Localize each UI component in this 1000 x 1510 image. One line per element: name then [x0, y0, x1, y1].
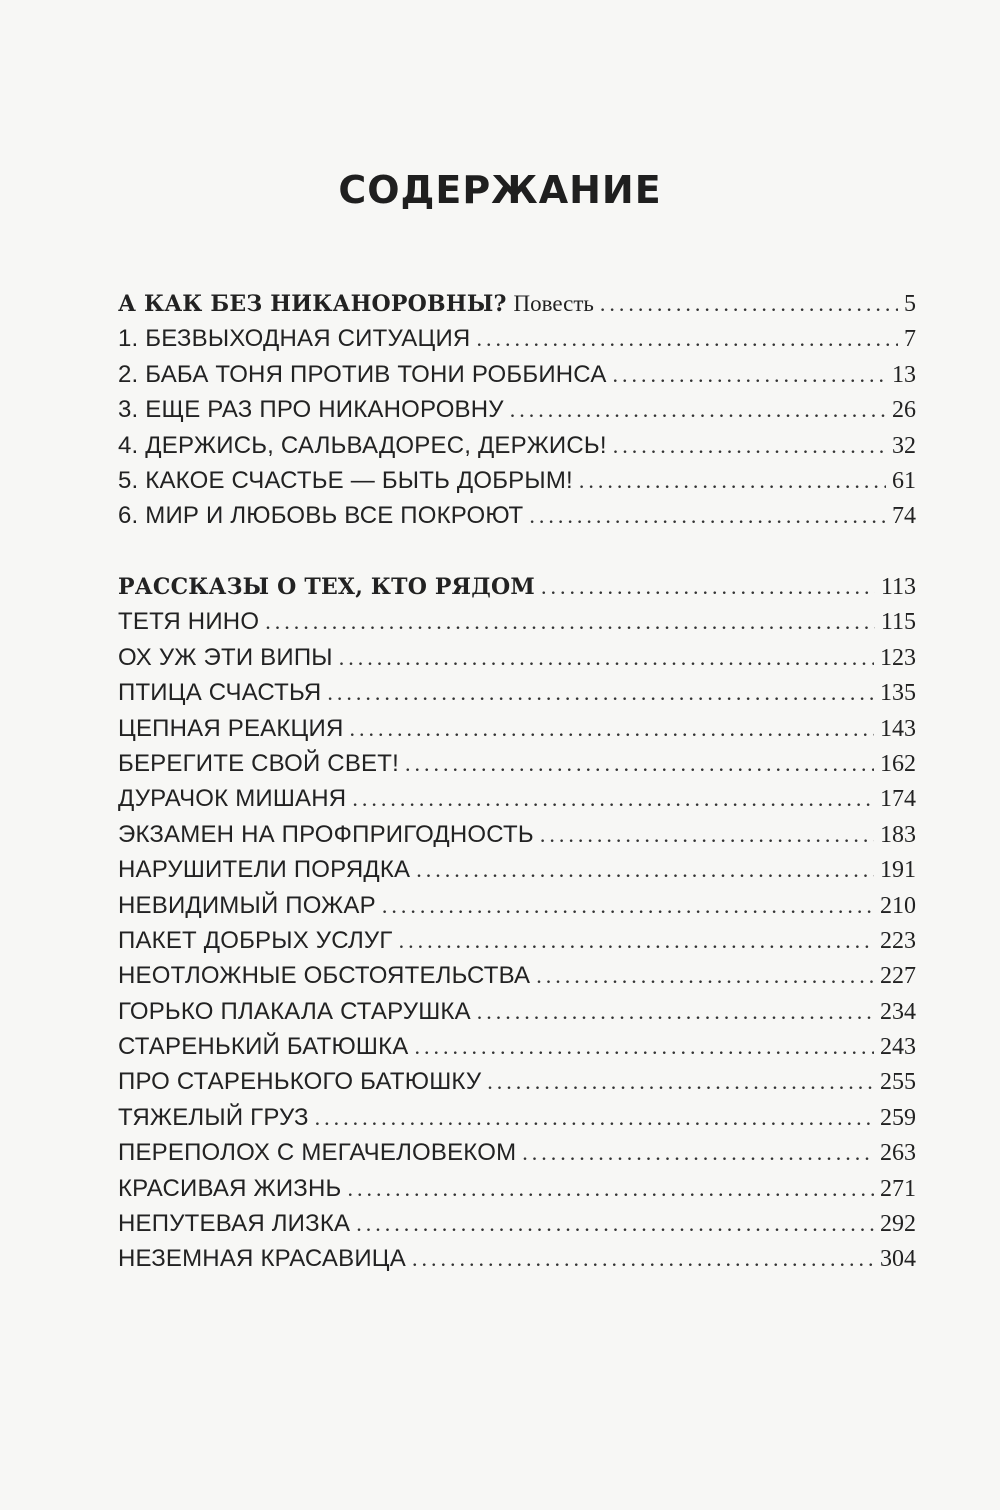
dot-leader — [476, 321, 898, 356]
toc-entry-label: 2. БАБА ТОНЯ ПРОТИВ ТОНИ РОББИНСА — [118, 360, 607, 388]
toc-entry-label: НЕЗЕМНАЯ КРАСАВИЦА — [118, 1245, 406, 1273]
toc-section-heading[interactable] — [118, 286, 916, 321]
toc-entry[interactable] — [118, 1241, 916, 1276]
dot-leader — [265, 604, 875, 639]
dot-leader — [339, 640, 874, 675]
toc-page-number: 234 — [880, 998, 916, 1025]
toc-entry[interactable] — [118, 1135, 916, 1170]
dot-leader — [600, 286, 898, 321]
dot-leader — [541, 569, 875, 604]
dot-leader — [382, 888, 874, 923]
toc-page-number: 135 — [880, 680, 916, 707]
toc-entry[interactable] — [118, 604, 916, 639]
toc-entry[interactable] — [118, 428, 916, 463]
dot-leader — [356, 1206, 874, 1241]
toc-entry[interactable] — [118, 852, 916, 887]
toc-entry[interactable] — [118, 1171, 916, 1206]
toc-page-number: 263 — [880, 1140, 916, 1167]
dot-leader — [529, 498, 886, 533]
toc-entry-label: ГОРЬКО ПЛАКАЛА СТАРУШКА — [118, 997, 471, 1025]
toc-page-number: 113 — [880, 574, 916, 600]
toc-entry-label: ПТИЦА СЧАСТЬЯ — [118, 679, 322, 707]
toc-entry[interactable] — [118, 1100, 916, 1135]
dot-leader — [350, 711, 875, 746]
toc-entry[interactable] — [118, 357, 916, 392]
toc-entry-label: КРАСИВАЯ ЖИЗНЬ — [118, 1174, 342, 1202]
dot-leader — [412, 1241, 874, 1276]
toc-page-number: 191 — [880, 857, 916, 884]
dot-leader — [315, 1100, 874, 1135]
toc-entry-label: 4. ДЕРЖИСЬ, САЛЬВАДОРЕС, ДЕРЖИСЬ! — [118, 431, 607, 459]
toc-entry-label: ОХ УЖ ЭТИ ВИПЫ — [118, 643, 333, 671]
dot-leader — [352, 781, 874, 816]
toc-entry[interactable] — [118, 781, 916, 816]
toc-entry-label: 6. МИР И ЛЮБОВЬ ВСЕ ПОКРОЮТ — [118, 502, 524, 530]
toc-entry-label: НАРУШИТЕЛИ ПОРЯДКА — [118, 856, 411, 884]
toc-entry[interactable] — [118, 817, 916, 852]
toc-page-number: 123 — [880, 644, 916, 671]
toc-entry-label: ЭКЗАМЕН НА ПРОФПРИГОДНОСТЬ — [118, 820, 534, 848]
toc-page-number: 259 — [880, 1104, 916, 1131]
toc-entry[interactable] — [118, 321, 916, 356]
toc-page-number: 74 — [892, 503, 916, 530]
toc-entry[interactable] — [118, 1206, 916, 1241]
toc-entry-label: 1. БЕЗВЫХОДНАЯ СИТУАЦИЯ — [118, 325, 471, 353]
dot-leader — [540, 817, 874, 852]
toc-entry-label: НЕВИДИМЫЙ ПОЖАР — [118, 891, 376, 919]
dot-leader — [613, 428, 886, 463]
toc-entry[interactable] — [118, 746, 916, 781]
toc-page-number: 292 — [880, 1211, 916, 1238]
toc-entry-label: 3. ЕЩЕ РАЗ ПРО НИКАНОРОВНУ — [118, 396, 504, 424]
toc-entry[interactable] — [118, 994, 916, 1029]
toc-page-number: 143 — [880, 715, 916, 742]
dot-leader — [487, 1064, 874, 1099]
toc-entry[interactable] — [118, 711, 916, 746]
toc-page-number: 271 — [880, 1175, 916, 1202]
dot-leader — [416, 852, 874, 887]
toc-section-stories — [118, 569, 916, 1277]
toc-page-number: 210 — [880, 892, 916, 919]
toc-entry[interactable] — [118, 1029, 916, 1064]
toc-entry[interactable] — [118, 923, 916, 958]
dot-leader — [415, 1029, 875, 1064]
toc-page-number: 223 — [880, 927, 916, 954]
toc-page-number: 174 — [880, 786, 916, 813]
toc-entry[interactable] — [118, 888, 916, 923]
toc-section-novella — [118, 286, 916, 534]
toc-page-number: 243 — [880, 1034, 916, 1061]
toc-page-number: 115 — [880, 609, 916, 636]
dot-leader — [405, 746, 874, 781]
toc-page-number: 183 — [880, 821, 916, 848]
toc-entry-label: ЦЕПНАЯ РЕАКЦИЯ — [118, 714, 344, 742]
toc-entry-label: ПАКЕТ ДОБРЫХ УСЛУГ — [118, 926, 393, 954]
toc-page-number: 255 — [880, 1069, 916, 1096]
toc-page-number: 227 — [880, 963, 916, 990]
toc-entry[interactable] — [118, 1064, 916, 1099]
toc-entry-label: СТАРЕНЬКИЙ БАТЮШКА — [118, 1033, 409, 1061]
dot-leader — [510, 392, 886, 427]
toc-entry-label: НЕПУТЕВАЯ ЛИЗКА — [118, 1210, 351, 1238]
toc-section-heading[interactable] — [118, 569, 916, 604]
dot-leader — [536, 958, 874, 993]
dot-leader — [477, 994, 874, 1029]
toc-heading-subtitle: Повесть — [513, 291, 594, 316]
toc-page-number: 162 — [880, 750, 916, 777]
toc-page-number: 13 — [892, 361, 916, 388]
dot-leader — [613, 357, 886, 392]
dot-leader — [399, 923, 874, 958]
toc-entry[interactable] — [118, 640, 916, 675]
toc-entry-label: БЕРЕГИТЕ СВОЙ СВЕТ! — [118, 749, 399, 777]
toc-page-number: 304 — [880, 1246, 916, 1273]
dot-leader — [522, 1135, 874, 1170]
toc-entry[interactable] — [118, 498, 916, 533]
toc-entry[interactable] — [118, 392, 916, 427]
page-title: СОДЕРЖАНИЕ — [338, 168, 662, 212]
toc-entry-label: ТЕТЯ НИНО — [118, 608, 260, 636]
toc-entry-label: ТЯЖЕЛЫЙ ГРУЗ — [118, 1103, 309, 1131]
toc-entry-label: ДУРАЧОК МИШАНЯ — [118, 785, 347, 813]
toc-page-number: 5 — [904, 291, 916, 317]
toc-entry[interactable] — [118, 958, 916, 993]
toc-entry-label: ПРО СТАРЕНЬКОГО БАТЮШКУ — [118, 1068, 482, 1096]
dot-leader — [327, 675, 874, 710]
toc-entry[interactable] — [118, 463, 916, 498]
toc-heading-label: РАССКАЗЫ О ТЕХ, КТО РЯДОМ — [118, 574, 535, 600]
toc-page-number: 7 — [904, 326, 916, 353]
toc-page-number: 26 — [892, 397, 916, 424]
toc-entry-label: 5. КАКОЕ СЧАСТЬЕ — БЫТЬ ДОБРЫМ! — [118, 466, 573, 494]
toc-entry[interactable] — [118, 675, 916, 710]
toc-page-number: 61 — [892, 467, 916, 494]
toc-page-number: 32 — [892, 432, 916, 459]
toc-entry-label: ПЕРЕПОЛОХ С МЕГАЧЕЛОВЕКОМ — [118, 1139, 517, 1167]
dot-leader — [347, 1171, 874, 1206]
toc-heading-label: А КАК БЕЗ НИКАНОРОВНЫ? — [118, 291, 507, 317]
toc-entry-label: НЕОТЛОЖНЫЕ ОБСТОЯТЕЛЬСТВА — [118, 962, 531, 990]
dot-leader — [579, 463, 886, 498]
